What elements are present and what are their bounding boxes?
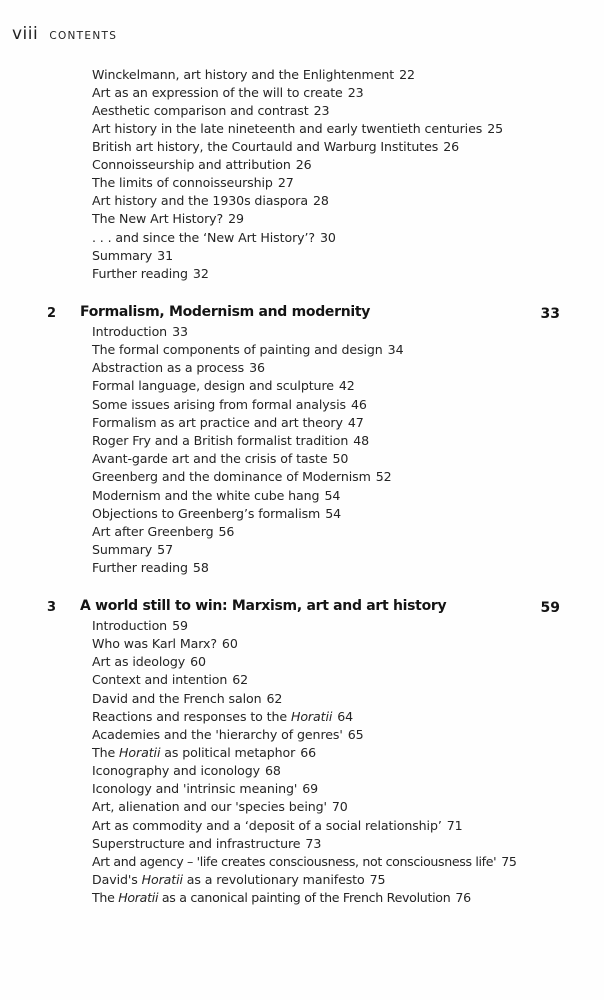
entry-title: Winckelmann, art history and the Enlightenment <box>92 67 395 82</box>
entry-page: 30 <box>320 230 336 245</box>
chapter-title: Formalism, Modernism and modernity <box>80 304 371 320</box>
entry-title: as a canonical painting of the French Revolution <box>158 890 451 905</box>
toc-entry <box>92 210 244 228</box>
entry-title: . . . and since the ‘New Art History’? <box>92 230 316 245</box>
running-head <box>12 24 117 44</box>
entry-page: 42 <box>338 378 355 393</box>
toc-entry <box>92 377 355 395</box>
toc-entry <box>92 468 392 486</box>
toc-entry <box>92 541 173 559</box>
entry-title: Formalism as art practice and art theory <box>92 415 343 430</box>
entry-title: Iconology and 'intrinsic meaning' <box>92 781 298 796</box>
toc-entry <box>92 432 369 450</box>
toc-entry <box>92 744 316 762</box>
toc-entry <box>92 396 367 414</box>
entry-title: Aesthetic comparison and contrast <box>92 103 309 118</box>
entry-page: 33 <box>172 324 188 339</box>
toc-entry <box>92 559 209 577</box>
entry-page: 75 <box>501 854 517 869</box>
entry-page: 26 <box>443 139 460 154</box>
entry-title: Avant-garde art and the crisis of taste <box>92 451 328 466</box>
entry-title: Further reading <box>92 560 188 575</box>
entry-title: Art as an expression of the will to create <box>92 85 343 100</box>
entry-page: 59 <box>172 618 188 633</box>
entry-page: 68 <box>265 763 281 778</box>
toc-entry <box>92 726 364 744</box>
chapter-number: 2 <box>47 306 57 321</box>
entry-title: Academies and the 'hierarchy of genres' <box>92 727 343 742</box>
toc-entry <box>92 690 282 708</box>
toc-entry <box>92 817 463 835</box>
entry-page: 56 <box>218 524 235 539</box>
entry-page: 57 <box>157 542 173 557</box>
entry-title: Roger Fry and a British formalist tradition <box>92 433 349 448</box>
entry-page: 66 <box>300 745 317 760</box>
entry-title: Art history in the late nineteenth and early twentieth centuries <box>92 121 483 136</box>
entry-page: 54 <box>324 488 341 503</box>
chapter-page: 59 <box>540 600 560 616</box>
entry-title: David and the French salon <box>92 691 262 706</box>
entry-title: The <box>92 890 119 905</box>
toc-entry <box>92 192 329 210</box>
toc-entry <box>92 853 517 871</box>
toc-entry <box>92 487 340 505</box>
entry-page: 76 <box>455 890 471 905</box>
toc-entry <box>92 66 415 84</box>
entry-title: Who was Karl Marx? <box>92 636 217 651</box>
toc-entry <box>92 835 321 853</box>
entry-title: Some issues arising from formal analysis <box>92 397 346 412</box>
toc-entry <box>92 156 312 174</box>
entry-page: 71 <box>446 818 463 833</box>
entry-page: 23 <box>313 103 330 118</box>
toc-entry <box>92 780 318 798</box>
toc-entry <box>92 138 459 156</box>
entry-title: Art, alienation and our 'species being' <box>92 799 327 814</box>
entry-title: Modernism and the white cube hang <box>92 488 320 503</box>
toc-entry <box>92 247 173 265</box>
entry-title: The <box>92 745 120 760</box>
entry-page: 60 <box>221 636 238 651</box>
entry-title: as political metaphor <box>160 745 296 760</box>
entry-page: 64 <box>337 709 354 724</box>
entry-page: 22 <box>399 67 415 82</box>
entry-page: 50 <box>332 451 349 466</box>
entry-title: Formal language, design and sculpture <box>92 378 334 393</box>
toc-entry <box>92 359 265 377</box>
entry-title: Connoisseurship and attribution <box>92 157 291 172</box>
entry-page: 73 <box>305 836 322 851</box>
toc-entry <box>92 762 281 780</box>
toc-entry <box>92 229 336 247</box>
entry-page: 32 <box>192 266 209 281</box>
entry-title: Art and agency – 'life creates consciousness, not consciousness life' <box>92 854 497 869</box>
entry-title: Reactions and responses to the <box>92 709 291 724</box>
entry-title: Introduction <box>92 618 168 633</box>
entry-page: 54 <box>325 506 342 521</box>
toc-entry <box>92 174 294 192</box>
entry-italic-title: Horatii <box>141 872 183 887</box>
entry-page: 31 <box>157 248 173 263</box>
entry-title: as a revolutionary manifesto <box>182 872 365 887</box>
entry-italic-title: Horatii <box>119 745 161 760</box>
toc-entry <box>92 635 238 653</box>
entry-title: Objections to Greenberg’s formalism <box>92 506 321 521</box>
entry-title: Context and intention <box>92 672 228 687</box>
entry-italic-title: Horatii <box>118 890 159 905</box>
entry-page: 48 <box>353 433 370 448</box>
entry-title: The formal components of painting and design <box>92 342 383 357</box>
entry-page: 36 <box>249 360 265 375</box>
entry-title: The limits of connoisseurship <box>92 175 273 190</box>
toc-entry <box>92 671 248 689</box>
toc-entry <box>92 341 403 359</box>
chapter-page: 33 <box>540 306 560 322</box>
entry-page: 75 <box>369 872 386 887</box>
entry-title: The New Art History? <box>92 211 224 226</box>
entry-title: Greenberg and the dominance of Modernism <box>92 469 371 484</box>
entry-title: Art history and the 1930s diaspora <box>92 193 309 208</box>
entry-title: Summary <box>92 248 153 263</box>
entry-page: 58 <box>192 560 209 575</box>
entry-page: 62 <box>232 672 249 687</box>
entry-page: 27 <box>277 175 294 190</box>
toc-entry <box>92 523 234 541</box>
toc-entry <box>92 617 188 635</box>
entry-title: Art as ideology <box>92 654 186 669</box>
entry-page: 60 <box>190 654 206 669</box>
toc-entry <box>92 120 503 138</box>
entry-page: 26 <box>295 157 312 172</box>
entry-page: 47 <box>347 415 364 430</box>
toc-entry <box>92 889 471 907</box>
toc-entry <box>92 102 329 120</box>
toc-entry <box>92 323 188 341</box>
entry-page: 70 <box>331 799 348 814</box>
entry-title: Art after Greenberg <box>92 524 214 539</box>
entry-page: 62 <box>266 691 283 706</box>
entry-page: 28 <box>313 193 329 208</box>
toc-entry <box>92 414 364 432</box>
entry-title: David's <box>92 872 142 887</box>
toc-entry <box>92 450 348 468</box>
entry-page: 23 <box>347 85 364 100</box>
entry-title: Further reading <box>92 266 188 281</box>
entry-title: British art history, the Courtauld and Warburg Institutes <box>92 139 439 154</box>
toc-entry <box>92 265 209 283</box>
chapter-title: A world still to win: Marxism, art and art history <box>80 598 447 614</box>
entry-title: Art as commodity and a ‘deposit of a social relationship’ <box>92 818 442 833</box>
entry-title: Summary <box>92 542 153 557</box>
entry-page: 46 <box>350 397 367 412</box>
running-head-title: CONTENTS <box>49 30 118 42</box>
page-number: viii <box>12 24 39 44</box>
entry-title: Introduction <box>92 324 168 339</box>
entry-page: 25 <box>487 121 504 136</box>
chapter-number: 3 <box>47 600 57 615</box>
entry-page: 29 <box>228 211 244 226</box>
entry-title: Abstraction as a process <box>92 360 245 375</box>
entry-title: Iconography and iconology <box>92 763 261 778</box>
toc-entry <box>92 708 353 726</box>
toc-entry <box>92 798 348 816</box>
entry-italic-title: Horatii <box>290 709 333 724</box>
toc-entry <box>92 505 341 523</box>
entry-page: 65 <box>347 727 364 742</box>
entry-page: 52 <box>375 469 392 484</box>
toc-entry <box>92 653 206 671</box>
toc-entry <box>92 84 364 102</box>
toc-entry <box>92 871 385 889</box>
entry-page: 69 <box>302 781 319 796</box>
entry-page: 34 <box>387 342 404 357</box>
entry-title: Superstructure and infrastructure <box>92 836 301 851</box>
